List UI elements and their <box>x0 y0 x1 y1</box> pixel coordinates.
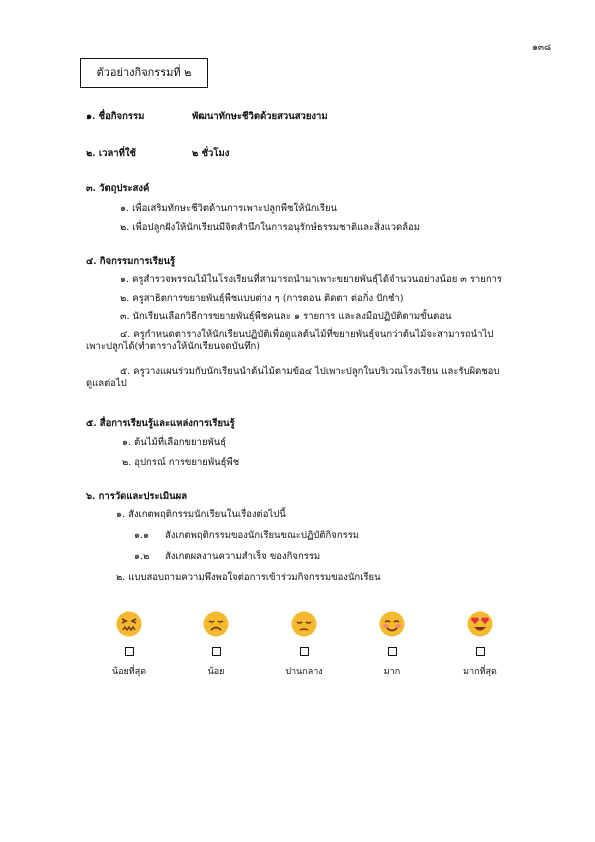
media-item: ๒. อุปกรณ์ การขยายพันธุ์พืช <box>122 457 240 468</box>
activity-name-value: พัฒนาทักษะชีวิตด้วยสวนสวยงาม <box>192 111 328 122</box>
scale-label: มาก <box>383 667 401 677</box>
objectives-heading: ๓. วัตถุประสงค์ <box>86 183 150 194</box>
activity-title: ตัวอย่างกิจกรรมที่ ๒ <box>96 65 192 79</box>
satisfaction-checkbox[interactable] <box>476 647 485 656</box>
objective-item: ๒. เพื่อปลูกฝังให้นักเรียนมีจิตสำนึกในการอนุรักษ์ธรรมชาติและสิ่งแวดล้อม <box>120 222 421 233</box>
evaluation-subitem-text: สังเกตผลงานความสำเร็จ ของกิจกรรม <box>165 551 321 562</box>
evaluation-item: ๒. แบบสอบถามความพึงพอใจต่อการเข้าร่วมกิจกรรมของนักเรียน <box>116 572 381 583</box>
scale-label: น้อย <box>207 667 225 677</box>
media-item: ๑. ต้นไม้ที่เลือกขยายพันธุ์ <box>122 437 227 448</box>
satisfaction-checkbox[interactable] <box>388 647 397 656</box>
media-heading: ๕. สื่อการเรียนรู้และแหล่งการเรียนรู้ <box>86 418 235 429</box>
scale-label: มากที่สุด <box>463 667 497 677</box>
activity-title-box <box>80 58 208 88</box>
learning-activities-heading: ๔. กิจกรรมการเรียนรู้ <box>86 256 176 267</box>
learning-activity-item: ๒. ครูสาธิตการขยายพันธุ์พืชแบบต่าง ๆ (การตอน ติดตา ต่อกิ่ง ปักชำ) <box>120 293 404 304</box>
heart-eyes-face-icon <box>467 611 493 637</box>
evaluation-item: ๑. สังเกตพฤติกรรมนักเรียนในเรื่องต่อไปนี้ <box>116 509 286 520</box>
scale-label: ปานกลาง <box>285 667 323 677</box>
scale-label: น้อยที่สุด <box>111 667 147 677</box>
neutral-face-icon <box>291 611 317 637</box>
evaluation-subitem-number: ๑.๑ <box>134 530 150 541</box>
activity-name-label: ๑. ชื่อกิจกรรม <box>86 111 145 122</box>
learning-activity-item: ๓. นักเรียนเลือกวิธีการขยายพันธุ์พืชคนละ ๑ รายการ และลงมือปฏิบัติตามขั้นตอน <box>120 311 452 322</box>
sad-face-icon <box>203 611 229 637</box>
satisfaction-checkbox[interactable] <box>125 647 134 656</box>
learning-activity-item: ๕. ครูวางแผนร่วมกับนักเรียนนำต้นไม้ตามข้อ๔ ไปเพาะปลูกในบริเวณโรงเรียน และรับผิดชอบดูแลต่อไป <box>86 366 500 390</box>
page-number: ๑๓๘ <box>532 43 551 53</box>
evaluation-subitem-text: สังเกตพฤติกรรมของนักเรียนขณะปฏิบัติกิจกรรม <box>165 530 360 541</box>
smiling-face-icon <box>379 611 405 637</box>
very-unhappy-face-icon <box>116 611 142 637</box>
duration-label: ๒. เวลาที่ใช้ <box>86 148 136 159</box>
objective-item: ๑. เพื่อเสริมทักษะชีวิตด้านการเพาะปลูกพืชให้นักเรียน <box>120 203 338 214</box>
satisfaction-checkbox[interactable] <box>300 647 309 656</box>
learning-activity-item: ๔. ครูกำหนดตารางให้นักเรียนปฏิบัติเพื่อดูแลต้นไม้ที่ขยายพันธุ์จนกว่าต้นไม้จะสามารถนำไปเพาะปลูกได้(ทำตารางให้นักเรียนจดบันทึก) <box>86 329 494 353</box>
evaluation-subitem-number: ๑.๒ <box>134 551 150 562</box>
satisfaction-checkbox[interactable] <box>212 647 221 656</box>
evaluation-heading: ๖. การวัดและประเมินผล <box>86 491 188 502</box>
duration-value: ๒ ชั่วโมง <box>192 148 230 159</box>
learning-activity-item: ๑. ครูสำรวจพรรณไม้ในโรงเรียนที่สามารถนำมาเพาะขยายพันธุ์ได้จำนวนอย่างน้อย ๓ รายการ <box>120 274 503 285</box>
